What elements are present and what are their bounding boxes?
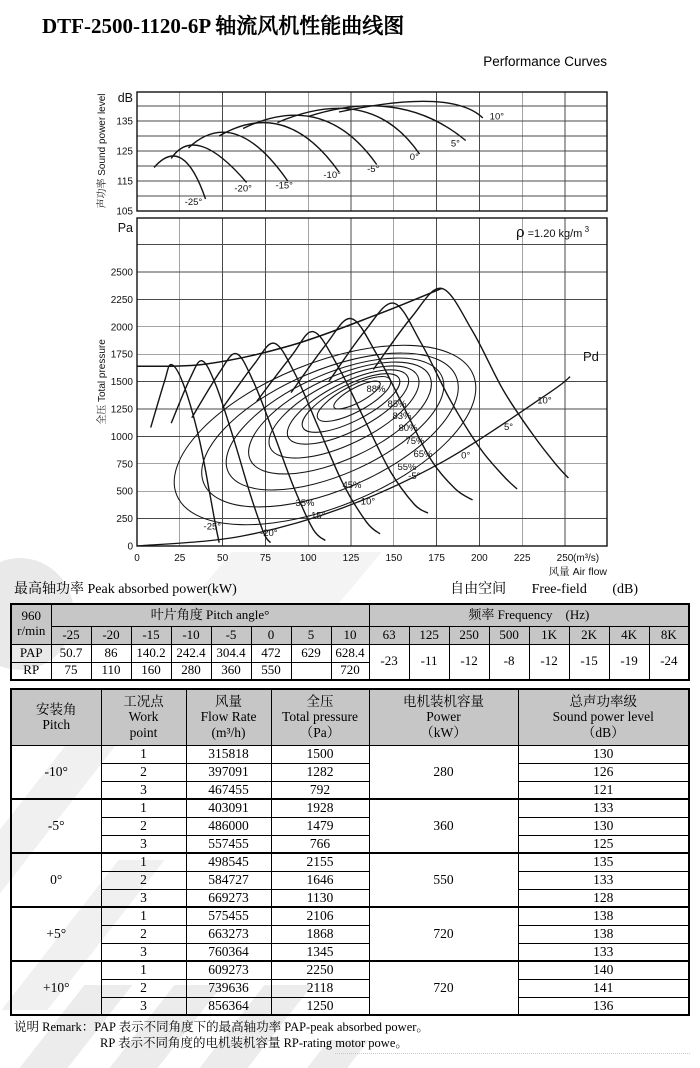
pitch-angle-value: 10 — [331, 626, 369, 644]
free-field-en: Free-field — [531, 582, 587, 597]
work-point-cell: 1 — [101, 799, 186, 817]
total-pressure-cell: 1479 — [271, 817, 369, 835]
x-tick: 50 — [217, 553, 229, 564]
efficiency-label: 83% — [392, 411, 412, 422]
pressure-y-tick: 750 — [116, 459, 133, 471]
sound-level-cell: 121 — [518, 781, 689, 799]
stall-envelope — [137, 288, 442, 366]
work-point-cell: 3 — [101, 997, 186, 1015]
pitch-cell: +5° — [11, 907, 101, 961]
work-point-cell: 3 — [101, 943, 186, 961]
flow-rate-cell: 557455 — [186, 835, 271, 853]
perf-header-4: 电机装机容量 Power （kW） — [369, 689, 518, 745]
pap-value: 472 — [251, 644, 291, 662]
sound-level-cell: 125 — [518, 835, 689, 853]
pitch-angle-value: -5 — [211, 626, 251, 644]
pap-value: 50.7 — [51, 644, 91, 662]
sound-level-cell: 133 — [518, 943, 689, 961]
efficiency-label: 75% — [405, 436, 425, 447]
sound-curve-label: -5° — [367, 164, 380, 175]
total-pressure-cell: 1928 — [271, 799, 369, 817]
sound-curve-0° — [277, 108, 419, 154]
efficiency-label: 35% — [295, 498, 315, 509]
x-tick: 100 — [299, 553, 317, 564]
total-pressure-cell: 1250 — [271, 997, 369, 1015]
pressure-y-tick: 2000 — [110, 322, 133, 334]
total-pressure-cell: 1282 — [271, 763, 369, 781]
sound-curve--10° — [219, 123, 339, 172]
efficiency-label: 88% — [366, 384, 386, 395]
flow-rate-cell: 315818 — [186, 745, 271, 763]
pressure-y-axis-label: 全压 Total pressure — [97, 339, 108, 425]
remark-line-2: RP 表示不同角度的电机装机容量 RP-rating motor powe。 — [100, 1036, 408, 1050]
perf-header-3: 全压 Total pressure （Pa） — [271, 689, 369, 745]
total-pressure-cell: 1500 — [271, 745, 369, 763]
x-tick: 75 — [259, 553, 271, 564]
sound-y-tick: 105 — [116, 206, 133, 218]
efficiency-contour-55% — [208, 331, 462, 518]
free-field-value: -15 — [569, 644, 609, 680]
sound-curve-label: -15° — [275, 180, 293, 192]
speed-cell: 960 r/min — [11, 604, 51, 644]
pitch-angle-value: 5 — [291, 626, 331, 644]
free-field-value: -23 — [369, 644, 409, 680]
sound-curve-label: 0° — [409, 152, 419, 163]
x-unit: (m³/s) — [573, 553, 600, 564]
pap-label: PAP — [11, 644, 51, 662]
x-tick: 125 — [342, 553, 360, 564]
sound-level-cell: 138 — [518, 925, 689, 943]
sound-level-cell: 130 — [518, 745, 689, 763]
flow-rate-cell: 663273 — [186, 925, 271, 943]
x-tick: 225 — [513, 553, 531, 564]
peak-absorbed-power-label: 最高轴功率 Peak absorbed power(kW) — [14, 582, 237, 597]
pressure-y-unit: Pa — [117, 221, 133, 235]
free-field-value: -24 — [649, 644, 689, 680]
pap-value: 628.4 — [331, 644, 369, 662]
pressure-curve-10° — [373, 288, 568, 478]
pitch-cell: 0° — [11, 853, 101, 907]
free-field-value: -12 — [449, 644, 489, 680]
frequency-band: 1K — [529, 626, 569, 644]
total-pressure-cell: 792 — [271, 781, 369, 799]
remark-line-1: 说明 Remark：PAP 表示不同角度下的最高轴功率 PAP-peak absorbed power。 — [14, 1020, 429, 1034]
performance-data-table — [10, 688, 690, 1016]
x-tick: 0 — [134, 553, 140, 564]
rp-value: 550 — [251, 662, 291, 680]
work-point-cell: 1 — [101, 745, 186, 763]
work-point-cell: 1 — [101, 907, 186, 925]
pressure-y-tick: 250 — [116, 514, 133, 526]
x-tick: 200 — [471, 553, 488, 564]
efficiency-label: 65% — [413, 449, 433, 460]
flow-rate-cell: 575455 — [186, 907, 271, 925]
pressure-y-tick: 1250 — [110, 404, 133, 416]
subtitle-performance-curves: Performance Curves — [483, 54, 607, 69]
sound-y-tick: 115 — [117, 176, 133, 188]
sound-y-tick: 135 — [116, 116, 133, 128]
work-point-cell: 1 — [101, 961, 186, 979]
work-point-cell: 3 — [101, 835, 186, 853]
free-field-label — [450, 578, 638, 598]
pressure-curve-label: -5° — [408, 471, 421, 483]
rp-value: 360 — [211, 662, 251, 680]
pitch-angle-value: -25 — [51, 626, 91, 644]
sound-curve-label: 5° — [450, 138, 460, 150]
total-pressure-cell: 766 — [271, 835, 369, 853]
pitch-cell: -5° — [11, 799, 101, 853]
perf-header-1: 工况点 Work point — [101, 689, 186, 745]
perf-header-0: 安装角 Pitch — [11, 689, 101, 745]
remark — [14, 1019, 429, 1051]
performance-charts — [0, 80, 700, 585]
pd-label: Pd — [583, 349, 599, 364]
rp-value: 110 — [91, 662, 131, 680]
rp-label: RP — [11, 662, 51, 680]
total-pressure-cell: 2155 — [271, 853, 369, 871]
sound-curve-10° — [339, 101, 483, 118]
total-pressure-cell: 2118 — [271, 979, 369, 997]
x-tick: 25 — [174, 553, 186, 564]
flow-rate-cell: 584727 — [186, 871, 271, 889]
sound-curve-label: -20° — [234, 183, 252, 195]
pap-value: 629 — [291, 644, 331, 662]
pressure-y-tick: 2250 — [110, 294, 133, 306]
free-field-unit: (dB) — [612, 582, 638, 597]
free-field-cn: 自由空间 — [450, 582, 507, 597]
frequency-band: 63 — [369, 626, 409, 644]
flow-rate-cell: 467455 — [186, 781, 271, 799]
sound-curve-label: -10° — [323, 170, 341, 181]
flow-rate-cell: 669273 — [186, 889, 271, 907]
frequency-band: 4K — [609, 626, 649, 644]
sound-level-cell: 133 — [518, 871, 689, 889]
free-field-value: -12 — [529, 644, 569, 680]
power-cell: 720 — [369, 907, 518, 961]
power-cell: 280 — [369, 745, 518, 799]
total-pressure-cell: 1345 — [271, 943, 369, 961]
x-tick: 250 — [556, 553, 574, 564]
power-cell: 360 — [369, 799, 518, 853]
work-point-cell: 2 — [101, 979, 186, 997]
density-label: ρ =1.20 kg/m $^3$ — [516, 224, 590, 241]
work-point-cell: 2 — [101, 763, 186, 781]
pressure-curve-label: -20° — [260, 528, 278, 540]
work-point-cell: 3 — [101, 889, 186, 907]
free-field-value: -8 — [489, 644, 529, 680]
frequency-band: 250 — [449, 626, 489, 644]
frequency-band: 8K — [649, 626, 689, 644]
pressure-curve-label: 0° — [461, 450, 471, 462]
free-field-value: -11 — [409, 644, 449, 680]
sound-level-cell: 141 — [518, 979, 689, 997]
frequency-header: 频率 Frequency (Hz) — [369, 604, 689, 626]
total-pressure-cell: 2106 — [271, 907, 369, 925]
pap-value: 140.2 — [131, 644, 171, 662]
sound-level-cell: 130 — [518, 817, 689, 835]
dynamic-pressure-curve — [137, 377, 570, 546]
x-tick: 175 — [428, 553, 445, 564]
pitch-angle-value: 0 — [251, 626, 291, 644]
perf-header-5: 总声功率级 Sound power level （dB） — [518, 689, 689, 745]
rp-value: 720 — [331, 662, 369, 680]
pressure-y-tick: 0 — [127, 541, 133, 553]
x-tick: 150 — [385, 553, 403, 564]
pressure-curve-label: -25° — [203, 521, 222, 533]
rp-value — [291, 662, 331, 680]
sound-level-cell: 126 — [518, 763, 689, 781]
pitch-angle-value: -10 — [171, 626, 211, 644]
frequency-band: 500 — [489, 626, 529, 644]
total-pressure-cell: 2250 — [271, 961, 369, 979]
flow-rate-cell: 609273 — [186, 961, 271, 979]
sound-level-cell: 140 — [518, 961, 689, 979]
efficiency-label: 85% — [387, 399, 407, 410]
pitch-angle-header: 叶片角度 Pitch angle° — [51, 604, 369, 626]
work-point-cell: 2 — [101, 871, 186, 889]
work-point-cell: 3 — [101, 781, 186, 799]
peak-power-frequency-table — [10, 603, 690, 681]
rp-value: 160 — [131, 662, 171, 680]
flow-rate-cell: 739636 — [186, 979, 271, 997]
pitch-cell: +10° — [11, 961, 101, 1015]
pressure-curve-label: 5° — [503, 421, 514, 433]
sound-curve-label: -25° — [184, 197, 203, 208]
pressure-y-tick: 1750 — [110, 349, 133, 361]
total-pressure-cell: 1646 — [271, 871, 369, 889]
sound-curve-label: 10° — [489, 111, 505, 123]
sound-chart-frame — [137, 92, 607, 211]
rp-value: 75 — [51, 662, 91, 680]
work-point-cell: 2 — [101, 925, 186, 943]
flow-rate-cell: 760364 — [186, 943, 271, 961]
pitch-cell: -10° — [11, 745, 101, 799]
pressure-curve-label: 10° — [537, 395, 552, 407]
sound-y-unit: dB — [117, 91, 133, 105]
sound-level-cell: 133 — [518, 799, 689, 817]
pressure-curve-label: -15° — [307, 510, 326, 522]
pressure-y-tick: 2500 — [110, 267, 133, 279]
x-axis-label: 风量 Air flow — [548, 566, 607, 578]
total-pressure-cell: 1130 — [271, 889, 369, 907]
flow-rate-cell: 856364 — [186, 997, 271, 1015]
power-cell: 550 — [369, 853, 518, 907]
sound-level-cell: 136 — [518, 997, 689, 1015]
perf-header-2: 风量 Flow Rate (m³/h) — [186, 689, 271, 745]
sound-level-cell: 138 — [518, 907, 689, 925]
pap-value: 304.4 — [211, 644, 251, 662]
total-pressure-cell: 1868 — [271, 925, 369, 943]
pitch-angle-value: -15 — [131, 626, 171, 644]
pressure-curve-5° — [329, 303, 517, 489]
frequency-band: 2K — [569, 626, 609, 644]
sound-level-cell: 128 — [518, 889, 689, 907]
flow-rate-cell: 403091 — [186, 799, 271, 817]
efficiency-label: 55% — [397, 462, 417, 473]
pressure-y-tick: 1500 — [110, 377, 133, 389]
pressure-curve-label: -10° — [357, 496, 376, 508]
frequency-band: 125 — [409, 626, 449, 644]
pressure-y-tick: 500 — [116, 486, 133, 498]
flow-rate-cell: 498545 — [186, 853, 271, 871]
flow-rate-cell: 486000 — [186, 817, 271, 835]
efficiency-label: 80% — [398, 423, 418, 434]
power-cell: 720 — [369, 961, 518, 1015]
pap-value: 86 — [91, 644, 131, 662]
pressure-y-tick: 1000 — [110, 431, 133, 443]
efficiency-label: 45% — [342, 480, 362, 491]
watermark-dotted-line — [335, 1053, 690, 1054]
sound-level-cell: 135 — [518, 853, 689, 871]
rp-value: 280 — [171, 662, 211, 680]
pap-value: 242.4 — [171, 644, 211, 662]
page-title: DTF-2500-1120-6P 轴流风机性能曲线图 — [42, 14, 405, 38]
free-field-value: -19 — [609, 644, 649, 680]
sound-y-axis-label: 声功率 Sound power level — [97, 93, 108, 209]
sound-y-tick: 125 — [116, 146, 133, 158]
flow-rate-cell: 397091 — [186, 763, 271, 781]
pitch-angle-value: -20 — [91, 626, 131, 644]
work-point-cell: 2 — [101, 817, 186, 835]
work-point-cell: 1 — [101, 853, 186, 871]
